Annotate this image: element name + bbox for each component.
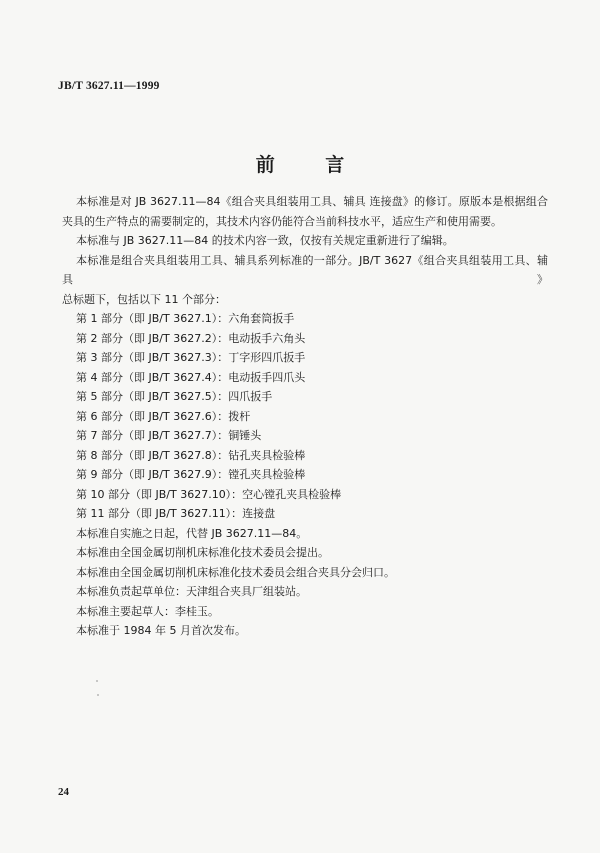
- page-title: 前 言: [255, 154, 367, 176]
- scan-speck: [97, 694, 99, 696]
- part-list-item: 第 11 部分（即 JB/T 3627.11）：连接盘: [76, 507, 276, 520]
- closing-statement: 本标准由全国金属切削机床标准化技术委员会提出。: [76, 546, 329, 559]
- part-list-item: 第 3 部分（即 JB/T 3627.3）：丁字形四爪扳手: [76, 351, 306, 364]
- closing-statement: 本标准自实施之日起，代替 JB 3627.11—84。: [76, 526, 308, 540]
- part-list-item: 第 10 部分（即 JB/T 3627.10）：空心镗孔夹具检验棒: [76, 487, 342, 501]
- closing-statement: 本标准主要起草人：李桂玉。: [76, 604, 219, 618]
- page-number: 24: [58, 786, 69, 798]
- closing-statement: 本标准由全国金属切削机床标准化技术委员会组合夹具分会归口。: [76, 565, 395, 579]
- standard-code-header: JB/T 3627.11—1999: [58, 80, 160, 92]
- intro-paragraph-1-line-2: 夹具的生产特点的需要制定的，其技术内容仍能符合当前科技水平，适应生产和使用需要。: [62, 214, 502, 228]
- part-list-item: 第 2 部分（即 JB/T 3627.2）：电动扳手六角头: [76, 331, 306, 345]
- foreword-body: [62, 192, 548, 641]
- part-list-item: 第 8 部分（即 JB/T 3627.8）：钻孔夹具检验棒: [76, 448, 306, 462]
- intro-paragraph-3-line-1: 本标准是组合夹具组装用工具、辅具系列标准的一部分。JB/T 3627《组合夹具组装用工具、辅具》: [62, 253, 548, 286]
- closing-statement: 本标准负责起草单位：天津组合夹具厂组装站。: [76, 585, 307, 598]
- part-list-item: 第 6 部分（即 JB/T 3627.6）：拨杆: [76, 409, 251, 423]
- part-list-item: 第 5 部分（即 JB/T 3627.5）：四爪扳手: [76, 390, 273, 403]
- part-list-item: 第 1 部分（即 JB/T 3627.1）：六角套筒扳手: [76, 312, 295, 325]
- closing-statement: 本标准于 1984 年 5 月首次发布。: [76, 624, 246, 637]
- scan-speck: [96, 680, 98, 682]
- intro-paragraph-2: 本标准与 JB 3627.11—84 的技术内容一致，仅按有关规定重新进行了编辑。: [76, 234, 454, 247]
- part-list-item: 第 9 部分（即 JB/T 3627.9）：镗孔夹具检验棒: [76, 468, 306, 481]
- intro-paragraph-3-line-2: 总标题下，包括以下 11 个部分：: [62, 292, 226, 306]
- part-list-item: 第 4 部分（即 JB/T 3627.4）：电动扳手四爪头: [76, 370, 306, 384]
- part-list-item: 第 7 部分（即 JB/T 3627.7）：铜锤头: [76, 429, 262, 442]
- intro-paragraph-1-line-1: 本标准是对 JB 3627.11—84《组合夹具组装用工具、辅具 连接盘》的修订。原版本是根据组合: [76, 195, 548, 208]
